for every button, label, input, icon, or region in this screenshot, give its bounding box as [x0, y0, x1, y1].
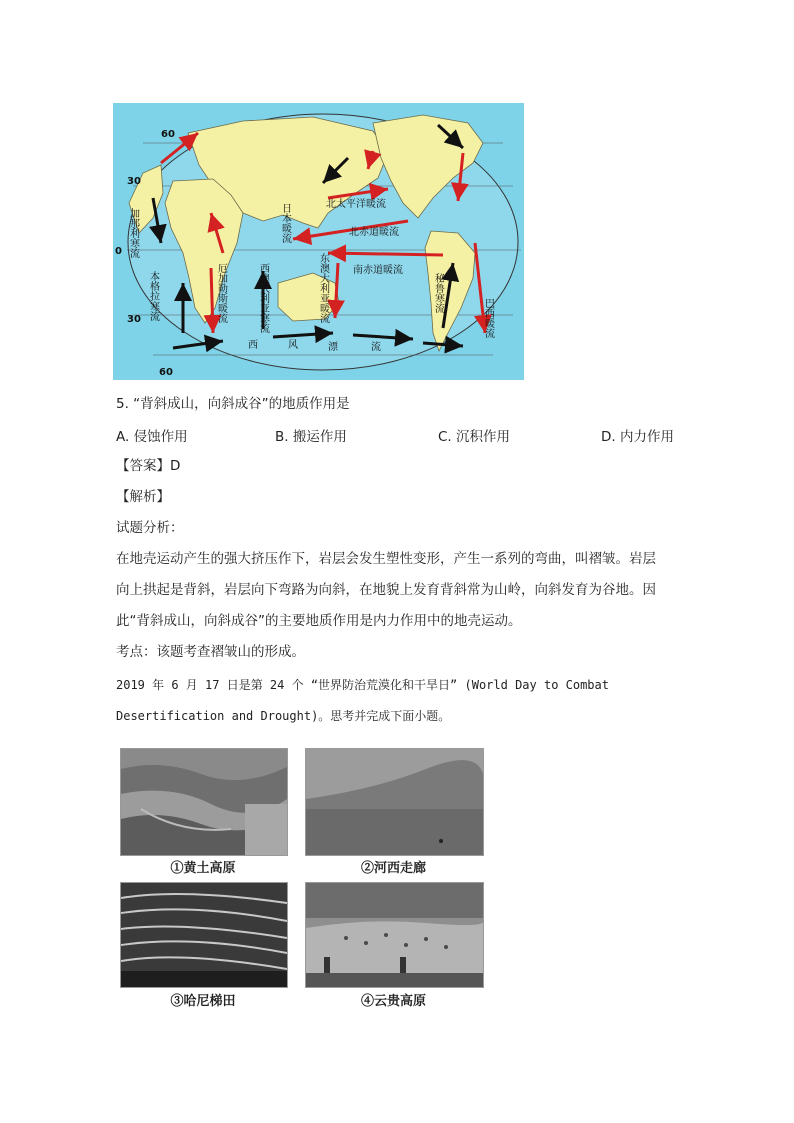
photo-loess-svg	[121, 749, 287, 855]
photo-loess-plateau	[120, 748, 288, 856]
label-north-pacific: 北太平洋暖流	[326, 199, 386, 210]
caption-2: ②河西走廊	[360, 861, 426, 876]
option-b: B. 搬运作用	[275, 429, 347, 445]
lat-label-60n: 60	[161, 129, 175, 140]
answer-value: D	[170, 458, 181, 474]
analysis-line-1: 试题分析：	[116, 520, 184, 536]
photo-hani-terraces	[120, 882, 288, 988]
ocean-currents-map	[113, 103, 524, 380]
lat-label-0: 0	[115, 246, 122, 257]
map-svg	[113, 103, 524, 380]
analysis-kaodian: 考点：该题考查褶皱山的形成。	[116, 644, 305, 660]
photo-yungui-plateau	[305, 882, 484, 988]
label-agulhas: 厄加勒斯暖流	[215, 263, 227, 323]
option-d: D. 内力作用	[601, 429, 674, 445]
label-west-wind-4: 流	[371, 342, 381, 353]
answer-line	[116, 456, 180, 476]
option-a: A. 侵蚀作用	[116, 429, 188, 445]
photo-yungui-svg	[306, 883, 483, 987]
caption-3: ③哈尼梯田	[170, 994, 236, 1009]
label-north-equatorial: 北赤道暖流	[349, 227, 399, 238]
photo-hexi-svg	[306, 749, 483, 855]
analysis-line-4: 此“背斜成山，向斜成谷”的主要地质作用是内力作用中的地壳运动。	[116, 613, 522, 629]
lat-label-30n: 30	[127, 176, 141, 187]
label-west-wind-3: 漂	[328, 342, 338, 353]
label-canary: 加那利寒流	[127, 208, 139, 258]
agulhas-arrow	[211, 268, 213, 333]
label-east-australia: 东澳大利亚暖流	[317, 253, 329, 323]
label-west-wind-2: 风	[288, 340, 298, 351]
label-benguela: 本格拉寒流	[147, 271, 159, 321]
caption-1: ①黄土高原	[170, 861, 236, 876]
label-west-australia: 西澳大利亚寒流	[257, 263, 269, 333]
analysis-line-3: 向上拱起是背斜，岩层向下弯路为向斜，在地貌上发育背斜常为山岭，向斜发育为谷地。因	[116, 582, 656, 598]
intro-line-1: 2019 年 6 月 17 日是第 24 个 “世界防治荒漠化和干旱日” (World Day to Combat	[116, 678, 609, 692]
question-5-stem: 5. “背斜成山，向斜成谷”的地质作用是	[116, 396, 350, 412]
label-south-equatorial: 南赤道暖流	[353, 265, 403, 276]
lat-label-30s: 30	[127, 314, 141, 325]
photo-hani-svg	[121, 883, 287, 987]
label-peru: 秘鲁寒流	[432, 273, 444, 313]
answer-label: 【答案】	[116, 458, 170, 474]
intro-line-2: Desertification and Drought)。思考并完成下面小题。	[116, 709, 451, 723]
lat-label-60s: 60	[159, 367, 173, 378]
option-c: C. 沉积作用	[438, 429, 511, 445]
caption-4: ④云贵高原	[360, 994, 426, 1009]
analysis-label: 【解析】	[116, 489, 170, 505]
label-west-wind-1: 西	[248, 340, 258, 351]
south-equatorial-arrow	[328, 253, 443, 255]
label-brazil: 巴西暖流	[482, 298, 494, 338]
label-japan: 日本暖流	[279, 203, 291, 243]
photo-hexi-corridor	[305, 748, 484, 856]
analysis-line-2: 在地壳运动产生的强大挤压作下，岩层会发生塑性变形，产生一系列的弯曲，叫褶皱。岩层	[116, 551, 656, 567]
